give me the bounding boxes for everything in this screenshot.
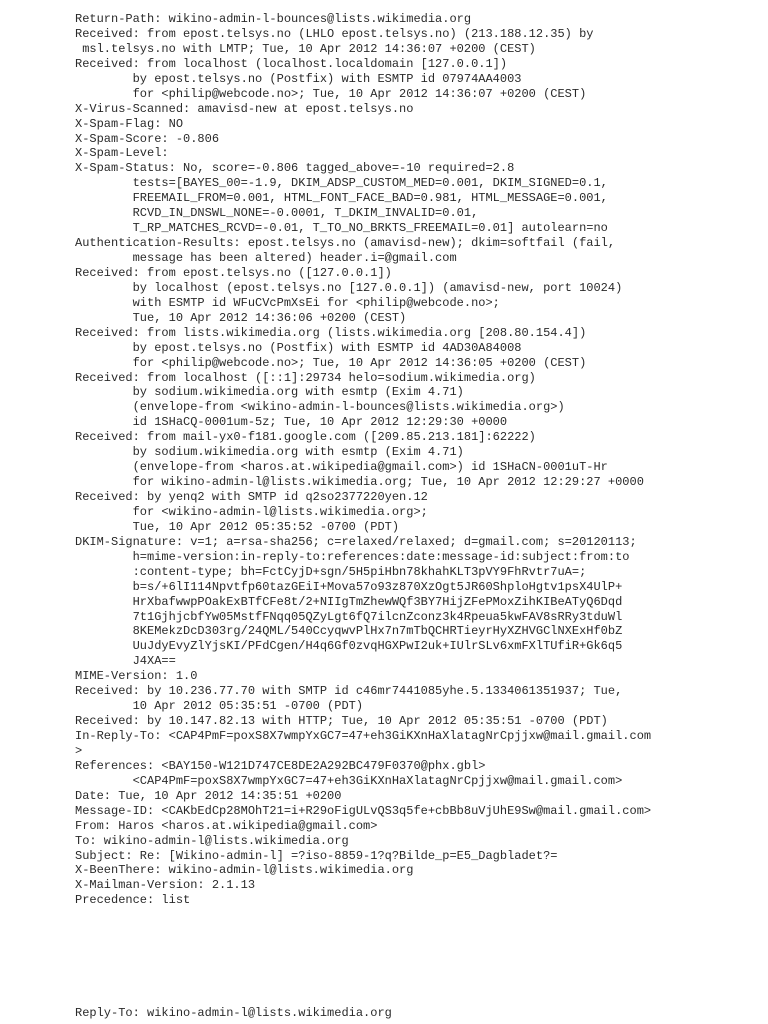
header-line: 10 Apr 2012 05:35:51 -0700 (PDT): [75, 699, 364, 714]
header-line: X-Spam-Score: -0.806: [75, 131, 220, 146]
header-line: msl.telsys.no with LMTP; Tue, 10 Apr 2012 14:36:07 +0200 (CEST): [75, 41, 536, 56]
header-line: (envelope-from <wikino-admin-l-bounces@lists.wikimedia.org>): [75, 400, 565, 415]
header-line: Return-Path: wikino-admin-l-bounces@lists.wikimedia.org: [75, 12, 472, 26]
header-line: message has been altered) header.i=@gmail.com: [75, 251, 457, 265]
header-line: by epost.telsys.no (Postfix) with ESMTP id 07974AA4003: [75, 71, 522, 86]
header-line: Subject: Re: [Wikino-admin-l] =?iso-8859-1?q?Bilde_p=E5_Dagbladet?=: [75, 848, 558, 863]
header-line: 8KEMekzDcD303rg/24QML/540CcyqwvPlHx7n7mTbQCHRTieyrHyXZHVGClNXExHf0bZ: [75, 624, 623, 639]
header-line: id 1SHaCQ-0001um-5z; Tue, 10 Apr 2012 12:29:30 +0000: [75, 415, 508, 430]
header-line: Received: from lists.wikimedia.org (lists.wikimedia.org [208.80.154.4]): [75, 325, 587, 340]
header-line: 7t1GjhjcbfYw05MstfFNqq05QZyLgt6fQ7ilcnZconz3k4Rpeua5kwFAV8sRRy3tduWl: [75, 609, 623, 624]
header-line: DKIM-Signature: v=1; a=rsa-sha256; c=relaxed/relaxed; d=gmail.com; s=20120113;: [75, 534, 637, 549]
header-line: for <wikino-admin-l@lists.wikimedia.org>;: [75, 504, 428, 519]
header-line: by localhost (epost.telsys.no [127.0.0.1]) (amavisd-new, port 10024): [75, 280, 623, 295]
header-line: for wikino-admin-l@lists.wikimedia.org; Tue, 10 Apr 2012 12:29:27 +0000: [75, 475, 644, 490]
header-line: by epost.telsys.no (Postfix) with ESMTP id 4AD30A84008: [75, 340, 522, 355]
header-line: In-Reply-To: <CAP4PmF=poxS8X7wmpYxGC7=47+eh3GiKXnHaXlatagNrCpjjxw@mail.gmail.com: [75, 729, 652, 743]
header-line: X-Mailman-Version: 2.1.13: [75, 878, 256, 893]
header-line: by sodium.wikimedia.org with esmtp (Exim 4.71): [75, 385, 464, 400]
header-line: To: wikino-admin-l@lists.wikimedia.org: [75, 833, 349, 848]
header-line: J4XA==: [75, 654, 176, 669]
header-line: Date: Tue, 10 Apr 2012 14:35:51 +0200: [75, 788, 342, 803]
header-line: Received: from localhost ([::1]:29734 helo=sodium.wikimedia.org): [75, 370, 536, 385]
header-line: b=s/+6lI114Npvtfp60tazGEiI+Mova57o93z870XzOgt5JR60ShploHgtv1psX4UlP+: [75, 579, 623, 594]
header-line: Tue, 10 Apr 2012 05:35:52 -0700 (PDT): [75, 519, 400, 534]
header-line: Message-ID: <CAKbEdCp28MOhT21=i+R29oFigULvQS3q5fe+cbBb8uVjUhE9Sw@mail.gmail.com>: [75, 803, 652, 818]
reply-to-header: Reply-To: wikino-admin-l@lists.wikimedia.org: [75, 1006, 392, 1020]
header-line: X-Spam-Flag: NO: [75, 116, 184, 131]
header-line: X-BeenThere: wikino-admin-l@lists.wikimedia.org: [75, 863, 414, 878]
header-line: Received: from epost.telsys.no ([127.0.0.1]): [75, 265, 392, 280]
header-line: Received: from mail-yx0-f181.google.com ([209.85.213.181]:62222): [75, 430, 536, 445]
header-line: h=mime-version:in-reply-to:references:date:message-id:subject:from:to: [75, 549, 630, 564]
header-line: X-Spam-Level:: [75, 146, 169, 161]
header-line: MIME-Version: 1.0: [75, 669, 198, 684]
header-line: for <philip@webcode.no>; Tue, 10 Apr 2012 14:36:05 +0200 (CEST): [75, 355, 587, 370]
header-line: Received: from localhost (localhost.localdomain [127.0.0.1]): [75, 56, 508, 71]
header-line: tests=[BAYES_00=-1.9, DKIM_ADSP_CUSTOM_MED=0.001, DKIM_SIGNED=0.1,: [75, 176, 608, 191]
header-line: with ESMTP id WFuCVcPmXsEi for <philip@webcode.no>;: [75, 295, 500, 310]
header-line: From: Haros <haros.at.wikipedia@gmail.com>: [75, 818, 378, 833]
header-line: Authentication-Results: epost.telsys.no (amavisd-new); dkim=softfail (fail,: [75, 236, 616, 251]
header-line: Received: by 10.236.77.70 with SMTP id c46mr7441085yhe.5.1334061351937; Tue,: [75, 684, 623, 699]
header-line: by sodium.wikimedia.org with esmtp (Exim 4.71): [75, 445, 464, 460]
header-line: X-Virus-Scanned: amavisd-new at epost.telsys.no: [75, 101, 414, 116]
header-line: T_RP_MATCHES_RCVD=-0.01, T_TO_NO_BRKTS_FREEMAIL=0.01] autolearn=no: [75, 221, 608, 236]
header-line: Received: by yenq2 with SMTP id q2so2377220yen.12: [75, 490, 428, 504]
header-line: FREEMAIL_FROM=0.001, HTML_FONT_FACE_BAD=0.981, HTML_MESSAGE=0.001,: [75, 191, 608, 206]
header-line: X-Spam-Status: No, score=-0.806 tagged_above=-10 required=2.8: [75, 161, 515, 176]
header-line: Received: from epost.telsys.no (LHLO epost.telsys.no) (213.188.12.35) by: [75, 26, 594, 41]
header-line: (envelope-from <haros.at.wikipedia@gmail.com>) id 1SHaCN-0001uT-Hr: [75, 460, 608, 475]
header-line: :content-type; bh=FctCyjD+sgn/5H5piHbn78khahKLT3pVY9FhRvtr7uA=;: [75, 564, 587, 579]
header-line: >: [75, 743, 83, 758]
header-line: for <philip@webcode.no>; Tue, 10 Apr 2012 14:36:07 +0200 (CEST): [75, 86, 587, 101]
header-line: <CAP4PmF=poxS8X7wmpYxGC7=47+eh3GiKXnHaXlatagNrCpjjxw@mail.gmail.com>: [75, 773, 623, 788]
header-line: Precedence: list: [75, 893, 191, 908]
header-line: RCVD_IN_DNSWL_NONE=-0.0001, T_DKIM_INVALID=0.01,: [75, 206, 479, 221]
header-line: HrXbafwwpPOakExBTfCFe8t/2+NIIgTmZhewWQf3BY7HijZFePMoxZihKIBeATyQ6Dqd: [75, 594, 623, 609]
header-line: Tue, 10 Apr 2012 14:36:06 +0200 (CEST): [75, 310, 407, 325]
header-line: UuJdyEvyZlYjsKI/PFdCgen/H4q6Gf0zvqHGXPwI2uk+IUlrSLv6xmFXlTUfiR+Gk6q5: [75, 639, 623, 654]
header-line: References: <BAY150-W121D747CE8DE2A292BC479F0370@phx.gbl>: [75, 758, 486, 773]
email-headers: [75, 12, 651, 908]
header-line: Received: by 10.147.82.13 with HTTP; Tue, 10 Apr 2012 05:35:51 -0700 (PDT): [75, 714, 608, 729]
